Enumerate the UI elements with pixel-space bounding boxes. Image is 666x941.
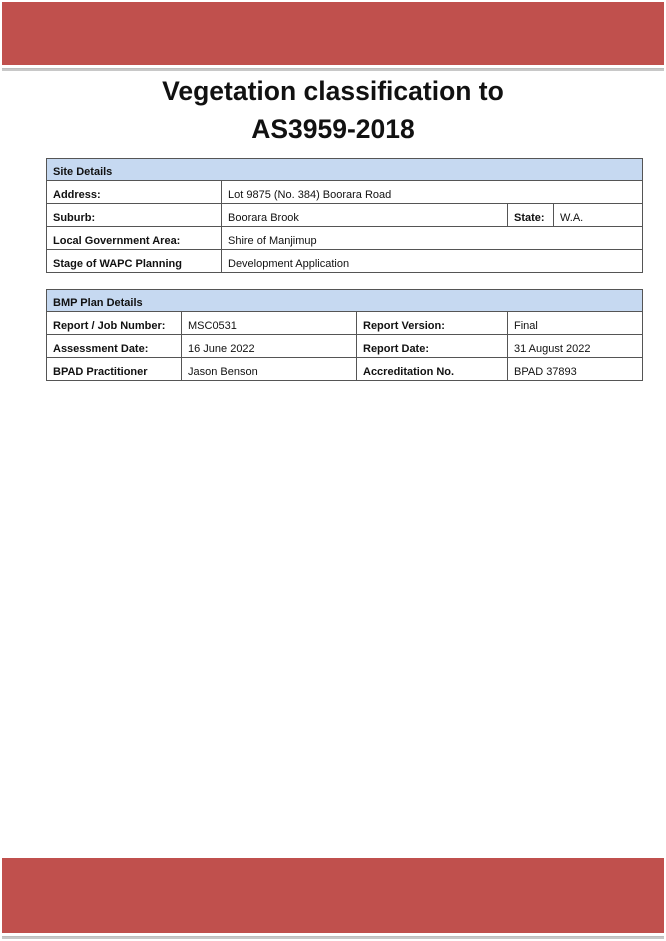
stage-value: Development Application: [222, 250, 643, 273]
site-details-heading: Site Details: [47, 159, 643, 181]
suburb-label: Suburb:: [47, 204, 222, 227]
top-divider: [2, 69, 664, 71]
site-details-table: [46, 158, 643, 273]
assessment-date-value: 16 June 2022: [182, 335, 357, 358]
report-date-label: Report Date:: [357, 335, 508, 358]
report-version-value: Final: [508, 312, 643, 335]
title-line-1: Vegetation classification to: [162, 76, 504, 106]
site-details-header-row: [47, 159, 643, 181]
lga-value: Shire of Manjimup: [222, 227, 643, 250]
address-label: Address:: [47, 181, 222, 204]
table-row: [47, 204, 643, 227]
address-value: Lot 9875 (No. 384) Boorara Road: [222, 181, 643, 204]
job-number-value: MSC0531: [182, 312, 357, 335]
bottom-banner: [2, 858, 664, 936]
accreditation-value: BPAD 37893: [508, 358, 643, 381]
table-row: [47, 181, 643, 204]
state-label: State:: [508, 204, 554, 227]
top-banner: [2, 2, 664, 68]
job-number-label: Report / Job Number:: [47, 312, 182, 335]
bottom-divider: [2, 937, 664, 939]
state-value: W.A.: [554, 204, 643, 227]
lga-label: Local Government Area:: [47, 227, 222, 250]
practitioner-label: BPAD Practitioner: [47, 358, 182, 381]
assessment-date-label: Assessment Date:: [47, 335, 182, 358]
title-line-2: AS3959-2018: [251, 114, 415, 144]
table-row: [47, 335, 643, 358]
table-row: [47, 250, 643, 273]
page-title: [0, 72, 666, 148]
table-row: [47, 312, 643, 335]
stage-label: Stage of WAPC Planning: [47, 250, 222, 273]
practitioner-value: Jason Benson: [182, 358, 357, 381]
bmp-plan-details-table: [46, 289, 643, 381]
report-date-value: 31 August 2022: [508, 335, 643, 358]
bmp-details-header-row: [47, 290, 643, 312]
table-row: [47, 358, 643, 381]
bmp-details-heading: BMP Plan Details: [47, 290, 643, 312]
table-row: [47, 227, 643, 250]
suburb-value: Boorara Brook: [222, 204, 508, 227]
report-version-label: Report Version:: [357, 312, 508, 335]
accreditation-label: Accreditation No.: [357, 358, 508, 381]
